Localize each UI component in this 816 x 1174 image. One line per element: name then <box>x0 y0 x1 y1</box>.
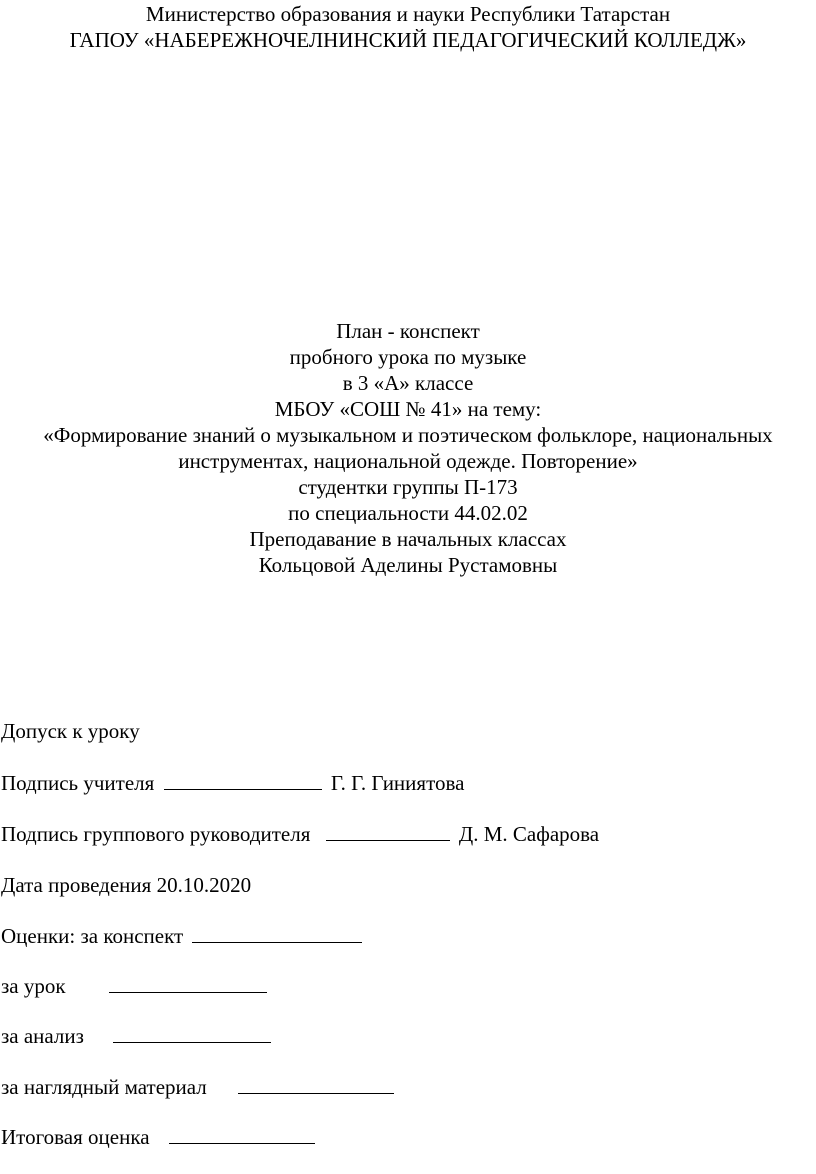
title-line-9: Преподавание в начальных классах <box>249 527 567 551</box>
supervisor-signature-blank <box>326 822 450 841</box>
supervisor-name: Д. М. Сафарова <box>458 822 600 846</box>
lesson-grade-label: за урок <box>1 974 66 998</box>
final-grade-label: Итоговая оценка <box>1 1125 150 1149</box>
summary-grade-blank <box>192 924 362 943</box>
college-name: ГАПОУ «НАБЕРЕЖНОЧЕЛНИНСКИЙ ПЕДАГОГИЧЕСКИЙ КОЛЛЕДЖ» <box>69 28 747 52</box>
analysis-grade-blank <box>113 1024 271 1043</box>
document-header <box>0 1 816 53</box>
date-line <box>1 872 251 898</box>
title-line-5: «Формирование знаний о музыкальном и поэтическом фольклоре, национальных <box>43 423 773 447</box>
title-line-3: в 3 «А» классе <box>342 371 474 395</box>
grades-summary-line <box>1 923 362 949</box>
admission-label: Допуск к уроку <box>1 719 140 743</box>
admission-line <box>1 718 140 744</box>
supervisor-signature-label: Подпись группового руководителя <box>1 822 311 846</box>
title-line-8: по специальности 44.02.02 <box>288 501 528 525</box>
visual-material-grade-line <box>1 1074 394 1100</box>
lesson-grade-line <box>1 973 267 999</box>
final-grade-line <box>1 1124 315 1150</box>
lesson-grade-blank <box>109 974 267 993</box>
title-line-6: инструментах, национальной одежде. Повторение» <box>178 449 638 473</box>
teacher-signature-label: Подпись учителя <box>1 771 155 795</box>
title-block <box>0 318 816 578</box>
title-line-4: МБОУ «СОШ № 41» на тему: <box>274 397 542 421</box>
visual-material-grade-label: за наглядный материал <box>1 1075 207 1099</box>
analysis-grade-line <box>1 1023 271 1049</box>
title-line-7: студентки группы П-173 <box>298 475 518 499</box>
teacher-signature-blank <box>164 771 322 790</box>
ministry-name: Министерство образования и науки Республики Татарстан <box>145 2 671 26</box>
analysis-grade-label: за анализ <box>1 1024 84 1048</box>
grades-summary-label: Оценки: за конспект <box>1 924 184 948</box>
lesson-date: Дата проведения 20.10.2020 <box>1 873 252 897</box>
title-line-1: План - конспект <box>336 319 480 343</box>
title-line-2: пробного урока по музыке <box>289 345 527 369</box>
teacher-name: Г. Г. Гиниятова <box>330 771 465 795</box>
supervisor-signature-line <box>1 821 599 847</box>
visual-material-grade-blank <box>238 1075 394 1094</box>
teacher-signature-line <box>1 770 464 796</box>
title-line-10: Кольцовой Аделины Рустамовны <box>258 553 558 577</box>
final-grade-blank <box>169 1125 315 1144</box>
